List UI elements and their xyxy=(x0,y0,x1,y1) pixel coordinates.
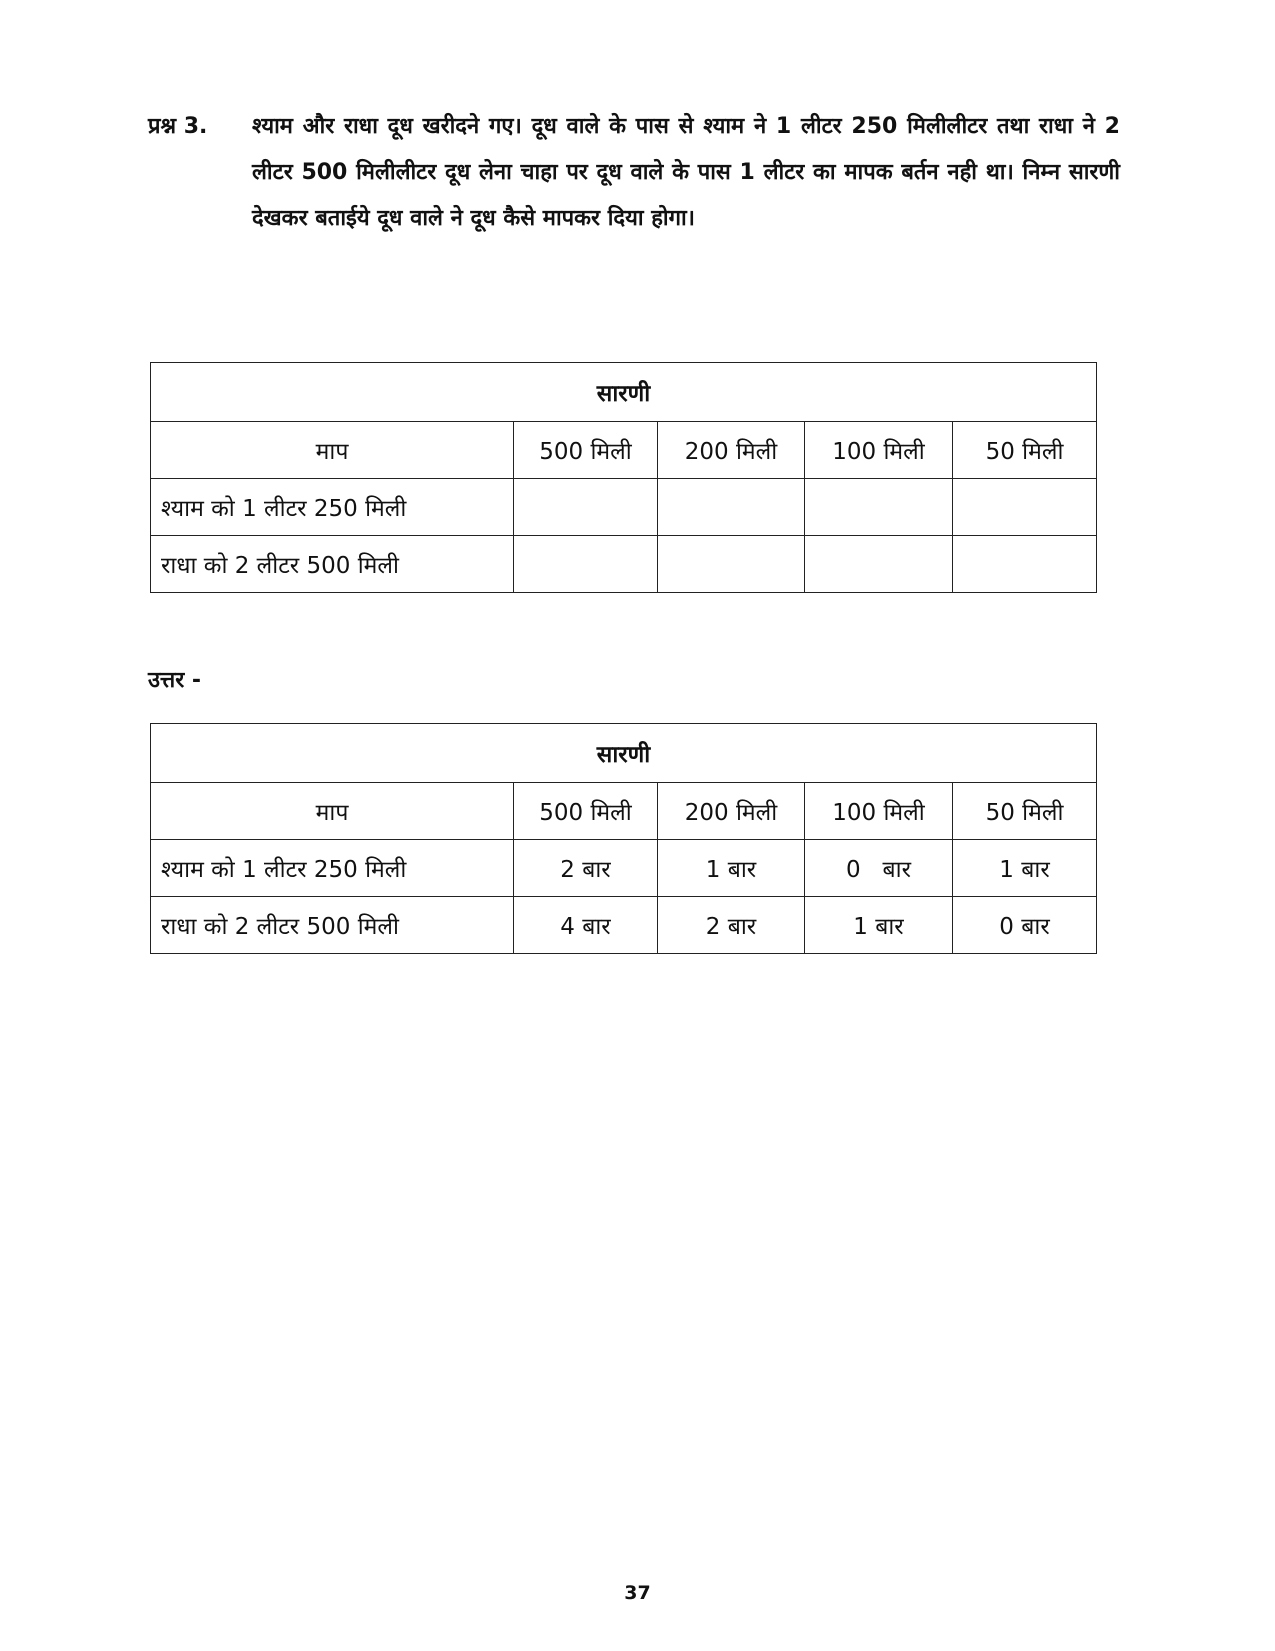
question-text: श्याम और राधा दूध खरीदने गए। दूध वाले के पास से श्याम ने 1 लीटर 250 मिलीलीटर तथा राधा ने 2 लीटर 500 मिलीलीटर दूध लेना चाहा पर दूध वाले के पास 1 लीटर का मापक बर्तन नही था। निम्न सारणी देखकर बताईये दूध वाले ने दूध कैसे मापकर दिया होगा। xyxy=(252,114,1120,231)
row-label: राधा को 2 लीटर 500 मिली xyxy=(151,536,514,593)
column-header: माप xyxy=(151,783,514,840)
row-label: राधा को 2 लीटर 500 मिली xyxy=(151,897,514,954)
page-number: 37 xyxy=(624,1582,651,1604)
table-cell xyxy=(658,479,805,536)
table-cell xyxy=(953,479,1097,536)
column-header: 500 मिली xyxy=(514,783,658,840)
table-cell: 0 बार xyxy=(953,897,1097,954)
table-cell: 2 बार xyxy=(514,840,658,897)
table-cell xyxy=(805,536,953,593)
column-header: 200 मिली xyxy=(658,422,805,479)
question-block xyxy=(148,104,1120,242)
table-cell xyxy=(658,536,805,593)
table-cell xyxy=(953,536,1097,593)
question-label: प्रश्न 3. xyxy=(148,114,208,139)
answer-label: उत्तर - xyxy=(148,668,202,693)
column-header: 200 मिली xyxy=(658,783,805,840)
question-table xyxy=(150,362,1097,593)
table-cell: 1 बार xyxy=(805,897,953,954)
table-title: सारणी xyxy=(151,724,1097,783)
table-row xyxy=(151,536,1097,593)
column-header: 50 मिली xyxy=(953,422,1097,479)
table-row xyxy=(151,897,1097,954)
table-cell: 2 बार xyxy=(658,897,805,954)
answer-table xyxy=(150,723,1097,954)
table-row xyxy=(151,840,1097,897)
table-cell xyxy=(805,479,953,536)
column-header: माप xyxy=(151,422,514,479)
table-cell: 1 बार xyxy=(658,840,805,897)
table-cell xyxy=(514,536,658,593)
table-row xyxy=(151,479,1097,536)
table-cell: 0 बार xyxy=(805,840,953,897)
row-label: श्याम को 1 लीटर 250 मिली xyxy=(151,840,514,897)
column-header: 100 मिली xyxy=(805,783,953,840)
table-cell xyxy=(514,479,658,536)
table-header-row xyxy=(151,422,1097,479)
column-header: 100 मिली xyxy=(805,422,953,479)
table-title: सारणी xyxy=(151,363,1097,422)
table-header-row xyxy=(151,783,1097,840)
column-header: 500 मिली xyxy=(514,422,658,479)
table-cell: 1 बार xyxy=(953,840,1097,897)
column-header: 50 मिली xyxy=(953,783,1097,840)
table-cell: 4 बार xyxy=(514,897,658,954)
row-label: श्याम को 1 लीटर 250 मिली xyxy=(151,479,514,536)
